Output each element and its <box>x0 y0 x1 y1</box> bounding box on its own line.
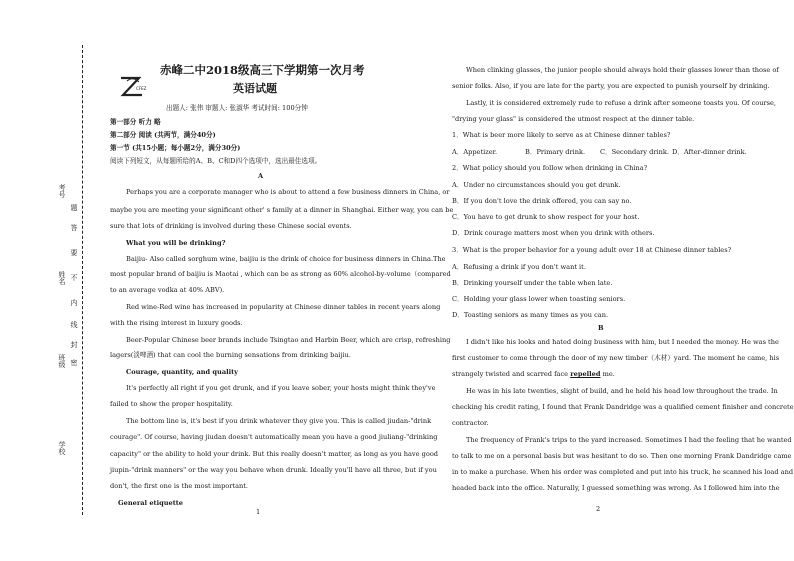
q3-option-a: A．Refusing a drink if you don't want it. <box>452 263 586 271</box>
q1-option-a: A．Appetizer. <box>452 148 498 156</box>
q1-option-c: C．Secondary drink. <box>600 148 669 156</box>
passage-b-line: headed back into the office. Naturally, I guessed something was wrong. As I followed him into the <box>452 484 780 492</box>
part1-heading: 第一部分 听力 略 <box>110 118 161 126</box>
passage-a-line: capacity" or the ability to hold your drink. But this really doesn't matter, as long as you have good <box>110 450 439 458</box>
passage-a-line: Lastly, it is considered extremely rude to refuse a drink after someone toasts you. Of course, <box>466 99 777 107</box>
passage-a-line: When clinking glasses, the junior people should always hold their glasses lower than those of <box>466 66 779 74</box>
part2-heading: 第二部分 阅读 (共两节，满分40分) <box>110 131 216 139</box>
passage-b-line: checking his credit rating, I found that Frank Dandridge was a qualified cement finisher and concrete <box>452 403 794 411</box>
passage-a-line: senior folks. Also, if you are late for the party, you are expected to punish yourself by drinking. <box>452 82 770 90</box>
passage-a-line: The bottom line is, it's best if you drink whatever they give you. This is called jiudan-"drink <box>126 417 432 425</box>
question-3: 3．What is the proper behavior for a young adult over 18 at Chinese dinner tables? <box>452 246 732 254</box>
passage-b-line: first customer to come through the door of my new timber（木材）yard. The moment he came, his <box>452 354 780 362</box>
passage-a-line: most popular brand of baijiu is Maotai , which can be as strong as 60% alcohol-by-volume（compared <box>110 270 451 278</box>
passage-a-line: Red wine-Red wine has increased in popularity at Chinese dinner tables in recent years along <box>126 303 441 311</box>
passage-a-line: don't, the first one is the most important. <box>110 482 248 490</box>
passage-a-line: Baijiu- Also called sorghum wine, baijiu is the drink of choice for business dinners in China.The <box>126 255 446 263</box>
passage-a-label: A <box>258 172 264 180</box>
school-title: 赤峰二中2018级高三下学期第一次月考 <box>160 63 365 77</box>
label-school: 学校 <box>58 441 66 456</box>
passage-a-line: with the rising interest in luxury goods. <box>110 319 243 327</box>
instructions: 阅读下列短文，从每题所给的A、B、C和D四个选项中，选出最佳选项。 <box>110 157 322 165</box>
q1-option-d: D．After-dinner drink. <box>672 148 747 156</box>
passage-b-line: I didn't like his looks and hated doing business with him, but I needed the money. He was the <box>466 338 779 346</box>
question-2: 2．What policy should you follow when drinking in China? <box>452 164 648 172</box>
passage-b-label: B <box>598 324 604 332</box>
passage-b-line: to talk to me on a personal basis but was hesitant to do so. Then one morning Frank Dandridge came <box>452 452 792 460</box>
subheading-courage: Courage, quantity, and quality <box>126 368 238 376</box>
subheading-etiquette: General etiquette <box>118 499 183 507</box>
subject-title: 英语试题 <box>233 82 277 95</box>
margin-warning-char: 线 <box>70 321 78 329</box>
label-exam-number: 考号 <box>58 184 66 199</box>
q1-option-b: B．Primary drink. <box>525 148 586 156</box>
passage-a-line: It's perfectly all right if you get drunk, and if you leave sober, your hosts might think they've <box>126 384 436 392</box>
underlined-word-repelled: repelled <box>570 370 601 378</box>
margin-warning-char: 内 <box>70 299 78 307</box>
q2-option-d: D．Drink courage matters most when you drink with others. <box>452 229 655 237</box>
margin-warning-char: 密 <box>70 359 78 367</box>
passage-b-line-repelled <box>452 370 615 378</box>
q3-option-b: B．Drinking yourself under the table when late. <box>452 279 613 287</box>
passage-b-text: strangely twisted and scarred face <box>452 370 569 378</box>
margin-warning-char: 不 <box>70 274 78 282</box>
svg-text:CFEZ: CFEZ <box>136 86 147 91</box>
q3-option-c: C．Holding your glass lower when toasting seniors. <box>452 295 626 303</box>
binding-dashed-line <box>82 45 83 515</box>
passage-a-line: failed to show the proper hospitality. <box>110 400 233 408</box>
passage-b-line: He was in his late twenties, slight of build, and he held his head low throughout the trade. In <box>466 387 778 395</box>
passage-a-line: "drying your glass" is considered the utmost respect at the dinner table. <box>452 115 695 123</box>
subheading-what-drinking: What you will be drinking? <box>126 239 226 247</box>
passage-a-line: Beer-Popular Chinese beer brands include Tsingtao and Harbin Beer, which are crisp, refreshing <box>126 336 451 344</box>
passage-a-line: to an average vodka at 40% ABV). <box>110 286 225 294</box>
passage-b-line: in to make a purchase. When his order was completed and put into his truck, he scanned his load and <box>452 468 794 476</box>
margin-warning-char: 要 <box>70 249 78 257</box>
passage-a-line: courage". Of course, having jiudan doesn't automatically mean you have a good jiuliang-"drinking <box>110 433 438 441</box>
passage-b-line: contractor. <box>452 419 489 427</box>
q2-option-c: C．You have to get drunk to show respect for your host. <box>452 213 640 221</box>
margin-warning-char: 答 <box>70 224 78 232</box>
question-1: 1．What is beer more likely to serve as at Chinese dinner tables? <box>452 131 671 139</box>
label-name: 姓名 <box>58 271 66 286</box>
page-number-left: 1 <box>256 508 261 516</box>
page-number-right: 2 <box>596 505 601 513</box>
passage-a-line: sure that lots of drinking is involved during these Chinese social events. <box>110 222 352 230</box>
school-logo-icon <box>117 73 147 101</box>
passage-b-text: me. <box>600 370 615 378</box>
margin-warning-char: 封 <box>70 341 78 349</box>
label-class: 班级 <box>58 354 66 369</box>
passage-b-line: The frequency of Frank's trips to the yard increased. Sometimes I had the feeling that he wanted <box>466 436 792 444</box>
passage-a-line: lagers(淡啤酒) that can cool the burning sensations from drinking baijiu. <box>110 351 351 359</box>
passage-a-line: maybe you are meeting your significant other' s family at a dinner in Shanghai. Either way, you can be <box>110 206 454 214</box>
passage-a-line: jiupin-"drink manners" or the way you behave when drunk. Ideally you'll have all three, but if you <box>110 466 437 474</box>
q2-option-b: B．If you don't love the drink offered, you can say no. <box>452 197 632 205</box>
section1-heading: 第一节 (共15小题；每小题2分，满分30分) <box>110 144 241 152</box>
margin-warning-char: 题 <box>70 204 78 212</box>
passage-a-line: Perhaps you are a corporate manager who is about to attend a few business dinners in China, or <box>126 188 450 196</box>
q3-option-d: D．Toasting seniors as many times as you can. <box>452 311 609 319</box>
authors-line: 出题人: 张伟 审题人: 张淑华 考试时间: 100分钟 <box>166 104 308 112</box>
q2-option-a: A．Under no circumstances should you get drunk. <box>452 181 621 189</box>
